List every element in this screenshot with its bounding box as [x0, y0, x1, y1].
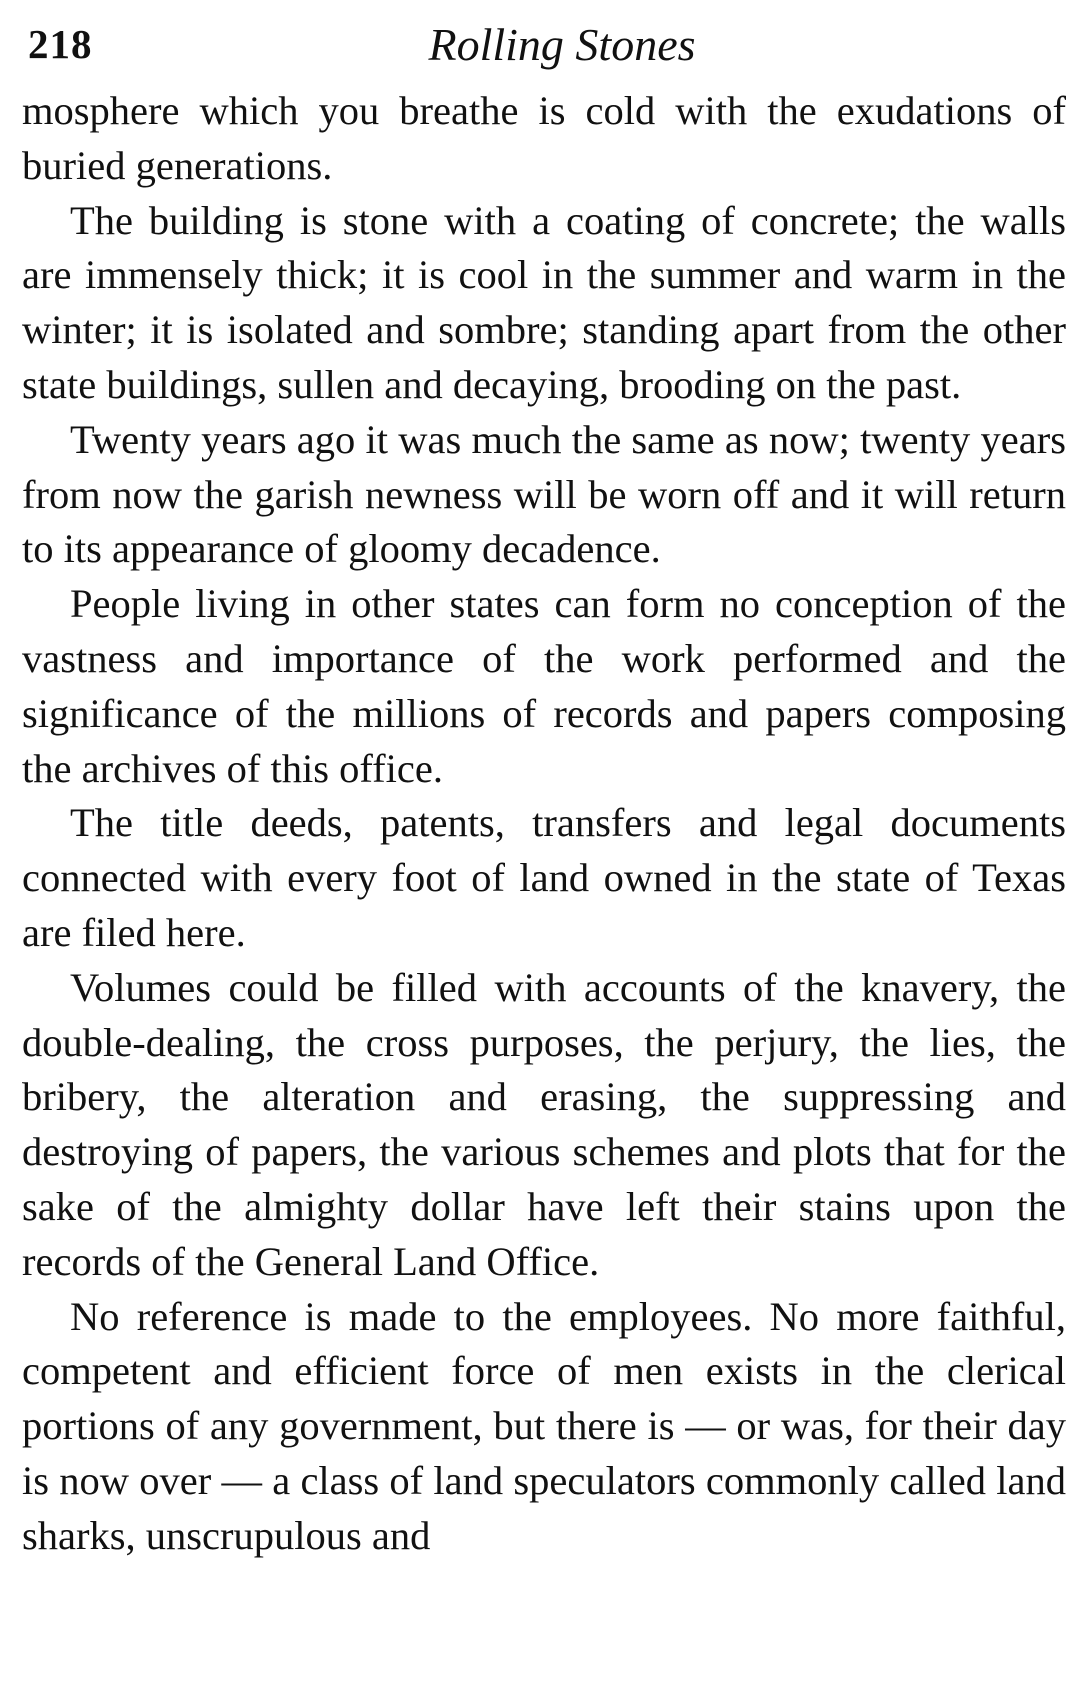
paragraph: People living in other states can form no conception of the vastness and importance of the work performed and the significance of the millions of records and papers composing the archives of this office.: [22, 581, 1066, 791]
paragraph: Volumes could be filled with accounts of the knavery, the double-dealing, the cross purposes, the perjury, the lies, the bribery, the alteration and erasing, the suppressing and destroying of papers, the various schemes and plots that for the sake of the almighty dollar have left their stains upon the records of the General Land Office.: [22, 964, 1066, 1284]
book-page: [22, 14, 1066, 1564]
page-header: [22, 14, 1066, 84]
paragraph-continuation: mosphere which you breathe is cold with the exudations of buried generations.: [22, 88, 1066, 188]
page-number: 218: [28, 21, 93, 67]
paragraph: No reference is made to the employees. No more faithful, competent and efficient force of men exists in the clerical portions of any government, but there is — or was, for their day is now over — a class of land speculators commonly called land sharks, unscrupulous and: [22, 1293, 1066, 1558]
running-title: Rolling Stones: [428, 19, 696, 70]
paragraph: Twenty years ago it was much the same as now; twenty years from now the garish newness will be worn off and it will return to its appearance of gloomy decadence.: [22, 416, 1066, 572]
paragraph: The title deeds, patents, transfers and legal documents connected with every foot of land owned in the state of Texas are filed here.: [22, 800, 1066, 955]
body-text: [22, 84, 1066, 1564]
paragraph: The building is stone with a coating of concrete; the walls are immensely thick; it is cool in the summer and warm in the winter; it is isolated and sombre; standing apart from the other state buildings, sullen and decaying, brooding on the past.: [22, 197, 1066, 407]
